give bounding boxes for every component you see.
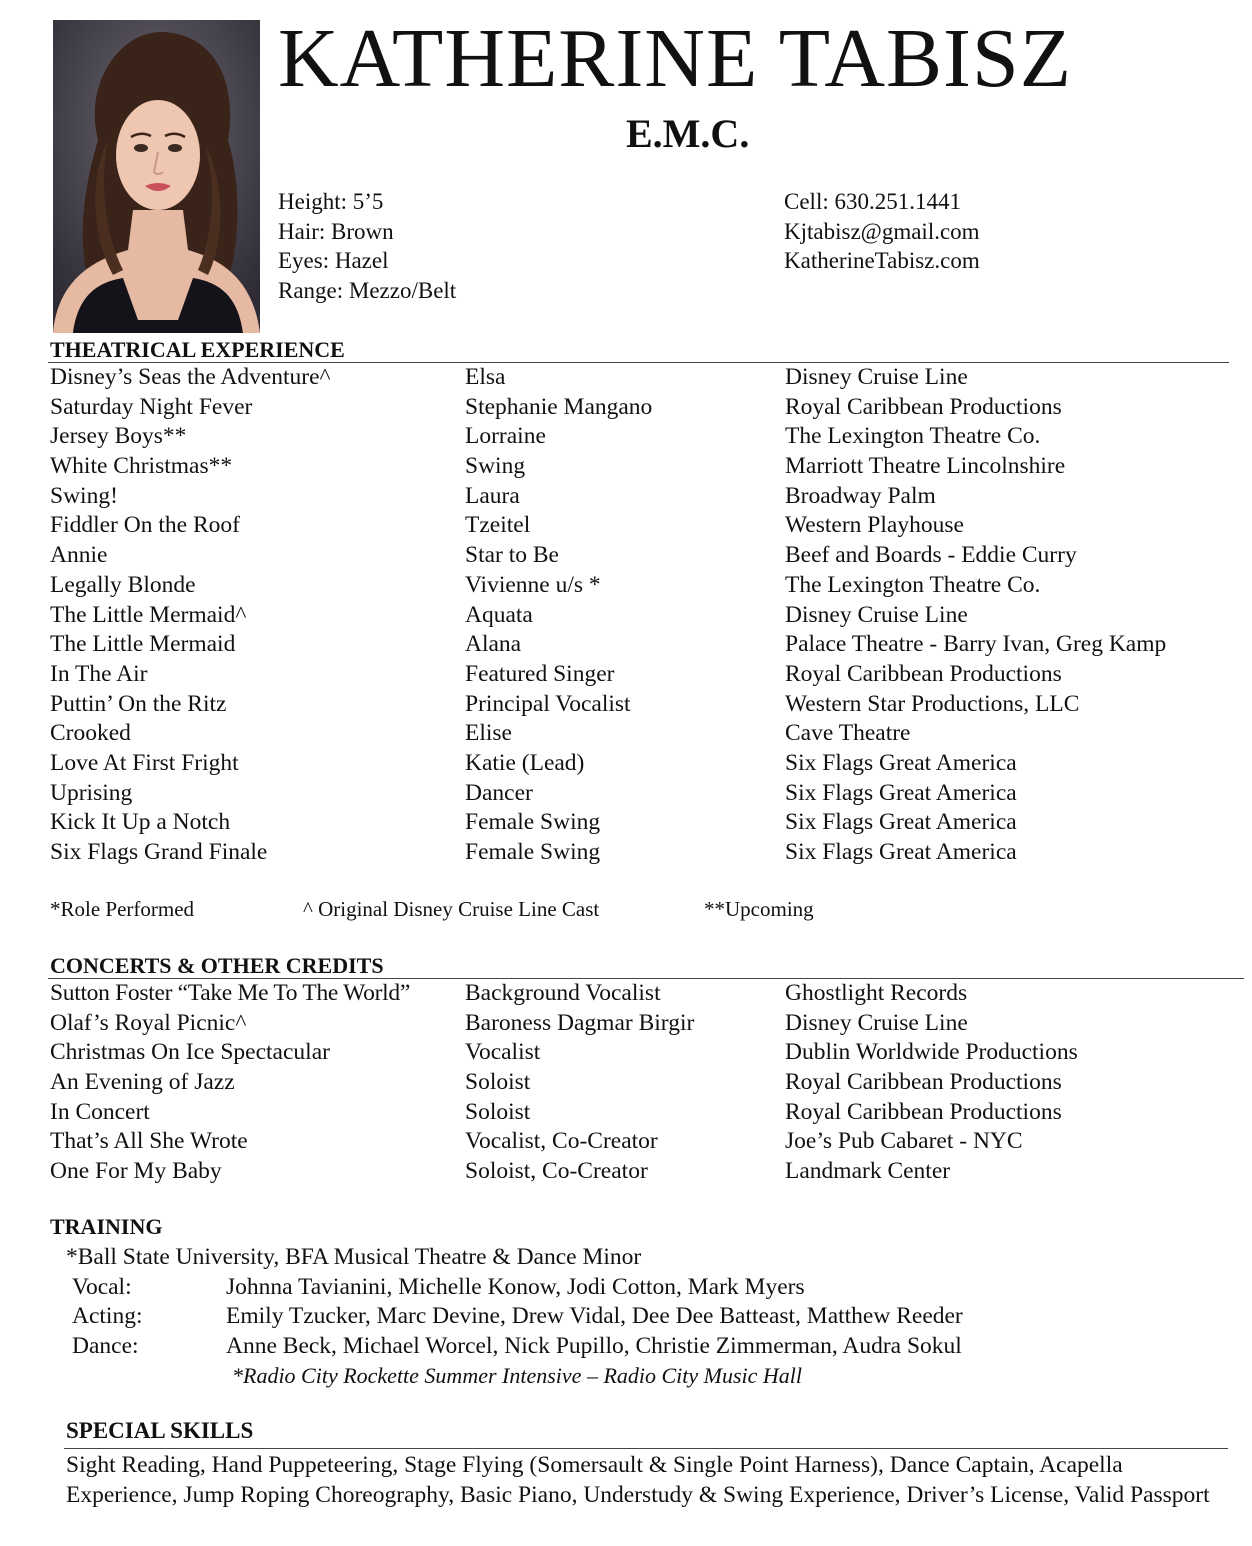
table-row (50, 422, 1230, 452)
performer-name: KATHERINE TABISZ (278, 12, 1073, 105)
show-title: Disney’s Seas the Adventure^ (50, 364, 331, 390)
venue: Cave Theatre (785, 720, 911, 747)
venue: Western Playhouse (785, 512, 964, 539)
show-title: Swing! (50, 482, 118, 509)
role: Elise (465, 720, 512, 747)
stat-hair: Hair: Brown (278, 218, 394, 244)
table-row (50, 571, 1230, 601)
show-title: Jersey Boys** (50, 423, 187, 450)
credit-title: Olaf’s Royal Picnic^ (50, 1009, 247, 1036)
venue: Disney Cruise Line (785, 601, 968, 628)
concerts-heading: CONCERTS & OTHER CREDITS (50, 953, 384, 978)
role: Background Vocalist (465, 980, 661, 1006)
credit-title: Sutton Foster “Take Me To The World” (50, 980, 410, 1006)
legend-upcoming: **Upcoming (704, 897, 814, 921)
venue: Disney Cruise Line (785, 364, 968, 390)
role: Dancer (465, 779, 533, 806)
show-title: In The Air (50, 660, 148, 687)
credit-title: In Concert (50, 1098, 150, 1125)
table-row (50, 1127, 1230, 1157)
role: Vocalist, Co-Creator (465, 1128, 658, 1155)
venue: Royal Caribbean Productions (785, 660, 1062, 687)
training-category: Dance: (72, 1332, 139, 1359)
table-row (50, 690, 1230, 720)
role: Featured Singer (465, 660, 615, 687)
union-status: E.M.C. (626, 111, 750, 156)
role: Swing (465, 453, 526, 480)
role: Female Swing (465, 839, 601, 865)
stat-range: Range: Mezzo/Belt (278, 278, 457, 304)
table-row (50, 1038, 1230, 1068)
show-title: Fiddler On the Roof (50, 512, 240, 539)
table-row (50, 979, 1230, 1009)
table-row (50, 452, 1230, 482)
table-row (50, 838, 1230, 868)
headshot-photo (53, 20, 260, 333)
table-row (50, 1009, 1230, 1039)
credit-title: One For My Baby (50, 1158, 222, 1185)
venue: Six Flags Great America (785, 809, 1017, 836)
show-title: Love At First Fright (50, 749, 239, 776)
role: Stephanie Mangano (465, 393, 653, 420)
venue: Six Flags Great America (785, 749, 1017, 776)
contact-email[interactable]: Kjtabisz@gmail.com (784, 218, 980, 244)
training-heading: TRAINING (50, 1214, 163, 1239)
theatrical-table (50, 363, 1230, 868)
role: Vocalist (465, 1039, 541, 1066)
training-row (66, 1332, 1216, 1362)
theatrical-heading: THEATRICAL EXPERIENCE (50, 337, 345, 362)
credit-title: Christmas On Ice Spectacular (50, 1039, 330, 1066)
show-title: Crooked (50, 720, 131, 747)
table-row (50, 393, 1230, 423)
credit-title: An Evening of Jazz (50, 1069, 235, 1096)
role: Star to Be (465, 542, 559, 569)
show-title: Kick It Up a Notch (50, 809, 231, 836)
table-row (50, 1068, 1230, 1098)
training-school (66, 1243, 1216, 1273)
role: Alana (465, 631, 522, 658)
role: Laura (465, 482, 520, 509)
stat-height: Height: 5’5 (278, 189, 384, 214)
role: Female Swing (465, 809, 601, 836)
venue: Palace Theatre - Barry Ivan, Greg Kamp (785, 631, 1167, 658)
table-row (50, 1098, 1230, 1128)
role: Soloist, Co-Creator (465, 1158, 648, 1185)
role: Soloist (465, 1069, 531, 1096)
show-title: Puttin’ On the Ritz (50, 690, 227, 717)
training-intensive (66, 1361, 1216, 1391)
show-title: White Christmas** (50, 453, 233, 480)
role: Aquata (465, 601, 533, 628)
venue: Ghostlight Records (785, 980, 968, 1006)
credit-title: That’s All She Wrote (50, 1128, 248, 1155)
role: Vivienne u/s * (465, 571, 601, 598)
training-teachers: Johnna Tavianini, Michelle Konow, Jodi Cotton, Mark Myers (226, 1273, 805, 1300)
role: Lorraine (465, 423, 546, 450)
table-row (50, 363, 1230, 393)
role: Katie (Lead) (465, 749, 585, 776)
venue: Disney Cruise Line (785, 1009, 968, 1036)
legend-original-cast: ^ Original Disney Cruise Line Cast (303, 897, 600, 921)
intensive-text: *Radio City Rockette Summer Intensive – Radio City Music Hall (232, 1363, 803, 1388)
headshot-illustration (53, 20, 260, 333)
table-row (50, 630, 1230, 660)
training-row (66, 1273, 1216, 1303)
show-title: The Little Mermaid (50, 631, 236, 658)
training-teachers: Emily Tzucker, Marc Devine, Drew Vidal, Dee Dee Batteast, Matthew Reeder (226, 1303, 963, 1329)
contact-info (784, 187, 980, 276)
school-text: *Ball State University, BFA Musical Theatre & Dance Minor (66, 1244, 642, 1270)
skills-divider (64, 1448, 1228, 1449)
venue: Landmark Center (785, 1158, 951, 1185)
show-title: The Little Mermaid^ (50, 601, 247, 628)
skills-text: Sight Reading, Hand Puppeteering, Stage Flying (Somersault & Single Point Harness), Dance Captain, Acapella Experience, Jump Roping Choreography, Basic Piano, Understudy & Swing Experience, Driver’s License, Valid Passport (66, 1452, 1210, 1508)
concerts-table (50, 979, 1230, 1187)
venue: Royal Caribbean Productions (785, 393, 1062, 420)
role: Baroness Dagmar Birgir (465, 1009, 695, 1036)
role: Principal Vocalist (465, 690, 631, 717)
physical-stats (278, 187, 456, 306)
show-title: Legally Blonde (50, 571, 196, 598)
training-category: Vocal: (72, 1273, 132, 1300)
skills-heading: SPECIAL SKILLS (66, 1418, 254, 1443)
venue: Marriott Theatre Lincolnshire (785, 453, 1066, 480)
venue: Six Flags Great America (785, 839, 1017, 865)
venue: The Lexington Theatre Co. (785, 571, 1041, 598)
venue: Dublin Worldwide Productions (785, 1039, 1078, 1066)
role: Elsa (465, 364, 506, 390)
role: Tzeitel (465, 512, 531, 539)
table-row (50, 1157, 1230, 1187)
table-row (50, 511, 1230, 541)
show-title: Six Flags Grand Finale (50, 839, 268, 865)
legend-role-performed: *Role Performed (50, 897, 195, 921)
show-title: Uprising (50, 779, 133, 806)
venue: Six Flags Great America (785, 779, 1017, 806)
table-row (50, 808, 1230, 838)
training-teachers: Anne Beck, Michael Worcel, Nick Pupillo, Christie Zimmerman, Audra Sokul (226, 1332, 962, 1359)
table-row (50, 719, 1230, 749)
training-section (66, 1243, 1216, 1391)
venue: The Lexington Theatre Co. (785, 423, 1041, 450)
show-title: Saturday Night Fever (50, 393, 253, 420)
table-row (50, 541, 1230, 571)
show-title: Annie (50, 542, 108, 569)
venue: Western Star Productions, LLC (785, 690, 1080, 717)
training-category: Acting: (72, 1303, 143, 1329)
venue: Royal Caribbean Productions (785, 1098, 1062, 1125)
table-row (50, 779, 1230, 809)
training-row (66, 1302, 1216, 1332)
table-row (50, 482, 1230, 512)
venue: Broadway Palm (785, 482, 936, 509)
venue: Joe’s Pub Cabaret - NYC (785, 1128, 1023, 1155)
stat-eyes: Eyes: Hazel (278, 248, 389, 274)
table-row (50, 601, 1230, 631)
table-row (50, 749, 1230, 779)
venue: Beef and Boards - Eddie Curry (785, 542, 1077, 569)
contact-cell: Cell: 630.251.1441 (784, 189, 961, 214)
venue: Royal Caribbean Productions (785, 1069, 1062, 1096)
role: Soloist (465, 1098, 531, 1125)
table-row (50, 660, 1230, 690)
contact-website[interactable]: KatherineTabisz.com (784, 248, 980, 274)
